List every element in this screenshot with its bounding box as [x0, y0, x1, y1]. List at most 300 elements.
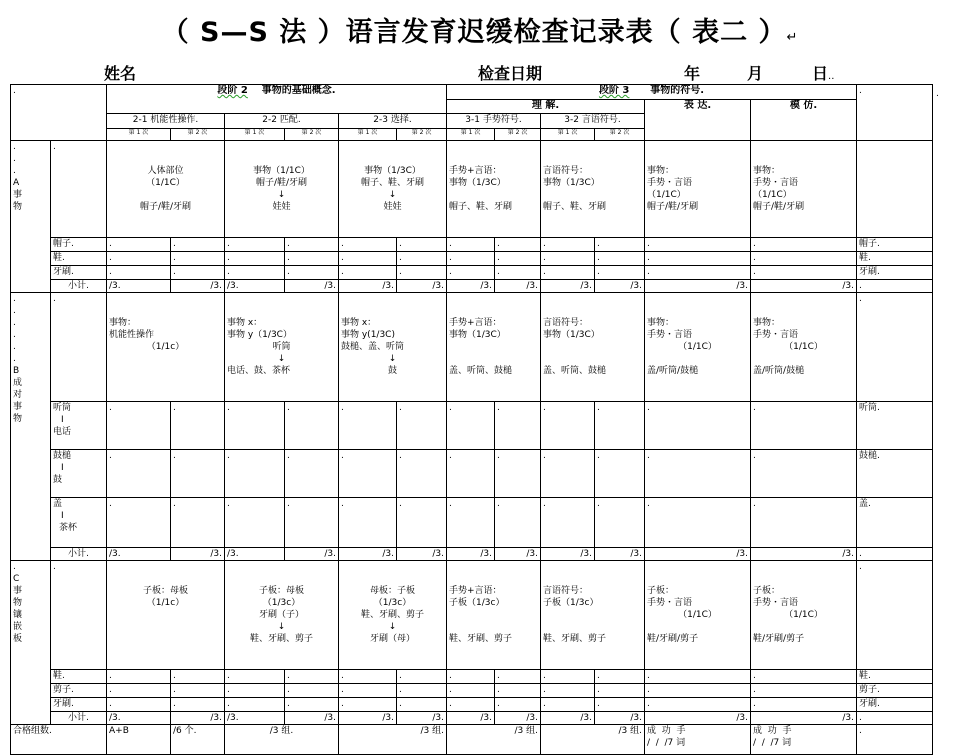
cell-mark: . [868, 253, 871, 263]
cell-mark: . [235, 713, 239, 723]
score-cell[interactable] [285, 698, 339, 712]
footer-right [857, 725, 933, 755]
score-cell[interactable] [541, 450, 595, 498]
score-cell[interactable] [495, 684, 541, 698]
item-name: 盖 [859, 499, 869, 509]
footer-ab-text: A+B [109, 726, 129, 736]
score-cell[interactable] [447, 238, 495, 252]
cell-mark: . [287, 499, 290, 509]
subtotal-value: /3 [526, 713, 536, 723]
score-cell[interactable] [285, 684, 339, 698]
score-cell[interactable] [285, 670, 339, 684]
cell-mark: . [173, 671, 176, 681]
score-cell[interactable] [339, 698, 397, 712]
cell-mark: . [399, 253, 402, 263]
desc-line: 手势・言语 [753, 330, 799, 340]
score-cell[interactable] [541, 684, 595, 698]
desc-line: 事物 y（1/3C） [227, 330, 292, 340]
cell-mark: . [193, 726, 197, 736]
col-2-3-header [339, 114, 447, 129]
desc-line: 手势+言语： [449, 318, 502, 328]
score-cell[interactable] [397, 266, 447, 280]
section-c-desc-label-cell [51, 561, 107, 670]
score-cell[interactable] [397, 238, 447, 252]
cell-mark: . [117, 281, 121, 291]
score-cell[interactable] [171, 450, 225, 498]
cell-mark: . [109, 685, 112, 695]
desc-line: 鞋、牙刷、剪子 [249, 634, 313, 644]
cell-mark: . [13, 330, 16, 340]
form-title-text: （ S—S 法 ）语言发育迟缓检查记录表（ 表二 ） [161, 17, 787, 48]
row-end-mark: . [936, 89, 939, 99]
section-c-c22-desc [225, 561, 339, 670]
desc-line: 帽子/鞋/牙刷 [255, 178, 308, 188]
score-cell[interactable] [495, 498, 541, 548]
desc-line [647, 621, 748, 633]
cell-mark: . [753, 403, 756, 413]
desc-line: 事物（1/3C） [449, 178, 506, 188]
score-cell[interactable] [285, 252, 339, 266]
col-2-3-label: 2-3 选择 [373, 115, 409, 125]
cell-mark: . [49, 726, 52, 736]
section-a-item-row [11, 238, 933, 252]
section-b-item-row [11, 450, 933, 498]
subtotal-value: /3 [580, 713, 590, 723]
score-cell[interactable] [541, 670, 595, 684]
score-cell[interactable] [107, 684, 171, 698]
score-cell[interactable] [171, 402, 225, 450]
score-cell[interactable] [339, 266, 397, 280]
score-cell[interactable] [285, 402, 339, 450]
subtotal-label [51, 712, 107, 725]
subtotal-value: /3 [736, 281, 746, 291]
cell-mark: . [555, 100, 560, 111]
score-cell[interactable] [447, 252, 495, 266]
cell-mark: . [813, 100, 818, 111]
subtotal-cell [339, 548, 397, 561]
cell-mark: . [647, 239, 650, 249]
cell-mark: . [489, 713, 493, 723]
cell-mark: . [851, 549, 855, 559]
desc-line: 牙刷（子） [258, 610, 304, 620]
cell-mark: . [287, 451, 290, 461]
cell-mark: . [489, 281, 493, 291]
cell-mark: . [449, 239, 452, 249]
score-cell[interactable] [595, 450, 645, 498]
subtotal-value: /3 [109, 713, 118, 723]
desc-line: 盖、听筒、鼓槌 [449, 366, 513, 376]
section-c-subtotal-row [11, 712, 933, 725]
desc-line: 鞋、牙刷、剪子 [361, 610, 425, 620]
name-label-text: 姓名 [104, 64, 137, 83]
score-cell[interactable] [541, 252, 595, 266]
subtotal-value: /3 [526, 549, 536, 559]
score-cell[interactable] [541, 402, 595, 450]
desc-line: （1/1C） [784, 610, 823, 620]
cell-mark: . [227, 403, 230, 413]
score-cell[interactable] [225, 670, 285, 684]
score-cell[interactable] [645, 684, 751, 698]
section-a-c32-desc [541, 141, 645, 238]
score-cell[interactable] [107, 252, 171, 266]
subtotal-value: /3 [324, 281, 334, 291]
score-cell[interactable] [397, 698, 447, 712]
footer-label-text: 合格组数 [13, 726, 50, 736]
subtotal-value: /3 [736, 549, 746, 559]
cell-mark: . [219, 281, 222, 291]
cell-mark: . [535, 281, 539, 291]
subtotal-cell [285, 548, 339, 561]
score-cell[interactable] [595, 498, 645, 548]
form-title [0, 10, 960, 49]
score-cell[interactable] [595, 252, 645, 266]
score-cell[interactable] [495, 266, 541, 280]
stage3-header [447, 85, 857, 100]
score-cell[interactable] [495, 252, 541, 266]
score-cell[interactable] [339, 402, 397, 450]
score-cell[interactable] [645, 252, 751, 266]
score-cell[interactable] [495, 670, 541, 684]
subtotal-value: /3 [210, 549, 220, 559]
paragraph-mark: .. [828, 71, 835, 82]
cell-mark: . [287, 239, 290, 249]
subtotal-value: /3 [109, 281, 118, 291]
score-cell[interactable] [107, 670, 171, 684]
score-cell[interactable] [645, 698, 751, 712]
cell-mark: . [868, 671, 871, 681]
stage2-desc: 事物的基础概念 [261, 85, 332, 96]
score-cell[interactable] [645, 498, 751, 548]
cell-mark: . [290, 726, 294, 736]
score-cell[interactable] [751, 402, 857, 450]
score-cell[interactable] [225, 266, 285, 280]
score-cell[interactable] [751, 670, 857, 684]
score-cell[interactable] [225, 238, 285, 252]
cell-mark: . [859, 294, 862, 304]
footer-label [11, 725, 107, 755]
cell-mark: . [71, 699, 74, 709]
desc-line: ↓ [388, 622, 397, 632]
score-cell[interactable] [339, 498, 397, 548]
score-cell[interactable] [495, 238, 541, 252]
score-cell[interactable] [397, 252, 447, 266]
desc-line: 事物（1/3C） [543, 178, 600, 188]
desc-line: 鞋、牙刷、剪子 [449, 634, 513, 644]
score-cell[interactable] [107, 698, 171, 712]
cell-mark: . [53, 294, 56, 304]
score-cell[interactable] [225, 498, 285, 548]
item-label [51, 498, 107, 548]
section-b-c31-desc [447, 293, 541, 402]
imitate-label: 模 仿 [789, 100, 814, 111]
score-cell[interactable] [171, 498, 225, 548]
score-cell[interactable] [751, 684, 857, 698]
subtotal-label [51, 548, 107, 561]
desc-line: 子板（1/3c） [543, 598, 599, 608]
footer-express-success [645, 725, 751, 755]
cell-mark: . [53, 562, 56, 572]
cell-mark: . [449, 685, 452, 695]
footer-row [11, 725, 933, 755]
cell-mark: . [287, 267, 290, 277]
score-cell[interactable] [595, 684, 645, 698]
cell-mark: . [497, 685, 500, 695]
desc-line: 手势・言语 [647, 598, 693, 608]
score-cell[interactable] [171, 252, 225, 266]
score-cell[interactable] [285, 266, 339, 280]
item-name: 剪子 [859, 685, 878, 695]
score-cell[interactable] [645, 450, 751, 498]
section-c-express-desc [645, 561, 751, 670]
cell-mark: . [109, 499, 112, 509]
cell-mark: . [597, 451, 600, 461]
score-cell[interactable] [541, 698, 595, 712]
score-cell[interactable] [225, 684, 285, 698]
footer-c23-groups [339, 725, 447, 755]
score-cell[interactable] [751, 450, 857, 498]
desc-line: 帽子、鞋、牙刷 [543, 202, 607, 212]
score-cell[interactable] [595, 266, 645, 280]
score-cell[interactable] [107, 402, 171, 450]
score-cell[interactable] [645, 266, 751, 280]
score-cell[interactable] [541, 238, 595, 252]
score-cell[interactable] [447, 450, 495, 498]
footer-groups-text: /3 组 [420, 726, 442, 736]
cell-mark: . [109, 403, 112, 413]
desc-line [449, 341, 538, 353]
score-cell[interactable] [107, 450, 171, 498]
cell-mark: . [13, 562, 16, 572]
cell-mark: . [851, 281, 855, 291]
col-2-2-header [225, 114, 339, 129]
cell-mark: . [497, 699, 500, 709]
score-cell[interactable] [171, 238, 225, 252]
cell-mark: . [753, 451, 756, 461]
cell-mark: . [227, 253, 230, 263]
section-b-char: 事 [13, 402, 23, 412]
cell-mark: . [441, 281, 445, 291]
desc-line: （1/3c） [373, 598, 412, 608]
cell-mark: . [71, 685, 74, 695]
cell-mark: . [647, 685, 650, 695]
section-a-letter: A [13, 178, 20, 188]
section-c-char: 物 [13, 598, 23, 608]
subtotal-cell [171, 712, 225, 725]
desc-line: 牙刷（母） [370, 634, 416, 644]
section-a-char: 物 [13, 202, 23, 212]
cell-mark: . [543, 499, 546, 509]
score-cell[interactable] [339, 684, 397, 698]
trial2-header: 第 2 次 [397, 129, 447, 141]
score-cell[interactable] [595, 670, 645, 684]
cell-mark: . [86, 549, 89, 559]
score-cell[interactable] [751, 498, 857, 548]
desc-line: 事物 x： [227, 318, 263, 328]
score-cell[interactable] [171, 266, 225, 280]
cell-mark: . [173, 253, 176, 263]
subtotal-value: /3 [324, 549, 334, 559]
desc-line: 娃娃 [272, 202, 291, 212]
trial1-header: 第 1 次 [541, 129, 595, 141]
score-cell[interactable] [447, 266, 495, 280]
section-b-description-row [11, 293, 933, 402]
item-label [51, 266, 107, 280]
score-cell[interactable] [751, 252, 857, 266]
score-cell[interactable] [171, 684, 225, 698]
cell-mark: . [399, 671, 402, 681]
cell-mark: . [227, 267, 230, 277]
score-cell[interactable] [595, 402, 645, 450]
subtotal-cell [645, 712, 751, 725]
score-cell[interactable] [339, 450, 397, 498]
cell-mark: . [639, 713, 643, 723]
cell-mark: . [543, 253, 546, 263]
subtotal-cell [751, 548, 857, 561]
subtotal-cell [225, 548, 285, 561]
score-cell[interactable] [645, 238, 751, 252]
section-c-item-row [11, 684, 933, 698]
section-a-description-row [11, 141, 933, 238]
score-cell[interactable] [495, 402, 541, 450]
desc-line: 机能性操作 [109, 330, 155, 340]
subtotal-value: /3 [480, 549, 490, 559]
score-cell[interactable] [171, 698, 225, 712]
desc-line: 言语符号： [543, 166, 589, 176]
desc-line: ↓ [388, 190, 397, 200]
col-3-1-label: 3-1 手势符号 [465, 115, 519, 125]
score-cell[interactable] [171, 670, 225, 684]
score-cell[interactable] [225, 698, 285, 712]
cell-mark: . [543, 699, 546, 709]
score-cell[interactable] [107, 498, 171, 548]
score-cell[interactable] [595, 238, 645, 252]
subtotal-cell [397, 548, 447, 561]
section-a-c23-desc [339, 141, 447, 238]
subtotal-cell [595, 280, 645, 293]
cell-mark: . [497, 671, 500, 681]
trial2-header: 第 2 次 [171, 129, 225, 141]
score-cell[interactable] [339, 670, 397, 684]
score-cell[interactable] [285, 238, 339, 252]
score-cell[interactable] [339, 238, 397, 252]
subtotal-cell [495, 280, 541, 293]
score-cell[interactable] [285, 450, 339, 498]
score-cell[interactable] [751, 238, 857, 252]
cell-mark: . [331, 85, 336, 96]
day-label [812, 61, 834, 84]
score-cell[interactable] [285, 498, 339, 548]
cell-mark: . [745, 549, 749, 559]
desc-line: 帽子、鞋、牙刷 [361, 178, 425, 188]
score-cell[interactable] [447, 670, 495, 684]
score-cell[interactable] [751, 266, 857, 280]
item-name: 听筒 [859, 403, 878, 413]
section-c-letter: C [13, 574, 20, 584]
section-b-imitate-desc [751, 293, 857, 402]
subtotal-cell [339, 280, 397, 293]
cell-mark: . [333, 549, 336, 559]
score-cell[interactable] [541, 266, 595, 280]
desc-line: 事物： [647, 318, 675, 328]
cell-mark: . [195, 115, 199, 125]
score-cell[interactable] [225, 402, 285, 450]
cell-mark: . [408, 115, 412, 125]
cell-mark: . [449, 253, 452, 263]
score-cell[interactable] [397, 670, 447, 684]
cell-mark: . [489, 549, 493, 559]
score-cell[interactable] [595, 698, 645, 712]
cell-mark: . [868, 499, 871, 509]
cell-mark: . [745, 281, 749, 291]
score-cell[interactable] [447, 498, 495, 548]
cell-mark: . [287, 253, 290, 263]
section-a-right-desc [857, 141, 933, 238]
score-cell[interactable] [495, 450, 541, 498]
score-cell[interactable] [225, 450, 285, 498]
item-name: 牙刷 [53, 699, 72, 709]
section-c-c23-desc [339, 561, 447, 670]
score-cell[interactable] [495, 698, 541, 712]
score-cell[interactable] [541, 498, 595, 548]
desc-line: （1/1C） [678, 342, 717, 352]
subtotal-value: /3 [432, 713, 442, 723]
score-cell[interactable] [225, 252, 285, 266]
score-cell[interactable] [397, 684, 447, 698]
footer-ratio-text: / / /7 词 [647, 738, 686, 748]
cell-mark: . [287, 403, 290, 413]
subtotal-cell [645, 548, 751, 561]
cell-mark: . [227, 699, 230, 709]
cell-mark: . [647, 499, 650, 509]
score-cell[interactable] [397, 450, 447, 498]
cell-mark: . [341, 403, 344, 413]
subtotal-value: /3 [382, 713, 392, 723]
stage3-label: 段阶 3 [598, 85, 630, 96]
cell-mark: . [399, 451, 402, 461]
score-cell[interactable] [397, 498, 447, 548]
desc-line: （1/1C） [678, 610, 717, 620]
desc-line: 事物： [753, 166, 781, 176]
score-cell[interactable] [645, 670, 751, 684]
desc-line: ↓ [277, 622, 286, 632]
subtotal-text: 小计 [68, 713, 87, 723]
cell-mark: . [399, 403, 402, 413]
score-cell[interactable] [447, 698, 495, 712]
cell-mark: . [647, 253, 650, 263]
desc-line: 盖、听筒、鼓槌 [543, 366, 607, 376]
section-a-item-row [11, 266, 933, 280]
score-cell[interactable] [397, 402, 447, 450]
item-label-right [857, 450, 933, 498]
cell-mark: . [341, 239, 344, 249]
score-cell[interactable] [751, 698, 857, 712]
score-cell[interactable] [107, 238, 171, 252]
footer-c32-groups [541, 725, 645, 755]
subtotal-value: /3 [630, 281, 640, 291]
cell-mark: . [227, 671, 230, 681]
cell-mark: . [753, 685, 756, 695]
score-cell[interactable] [645, 402, 751, 450]
cell-mark: . [597, 403, 600, 413]
cell-mark: . [391, 549, 394, 559]
score-cell[interactable] [339, 252, 397, 266]
cell-mark: . [173, 451, 176, 461]
score-cell[interactable] [447, 684, 495, 698]
footer-six [171, 725, 225, 755]
score-cell[interactable] [447, 402, 495, 450]
item-label-right [857, 252, 933, 266]
score-cell[interactable] [107, 266, 171, 280]
